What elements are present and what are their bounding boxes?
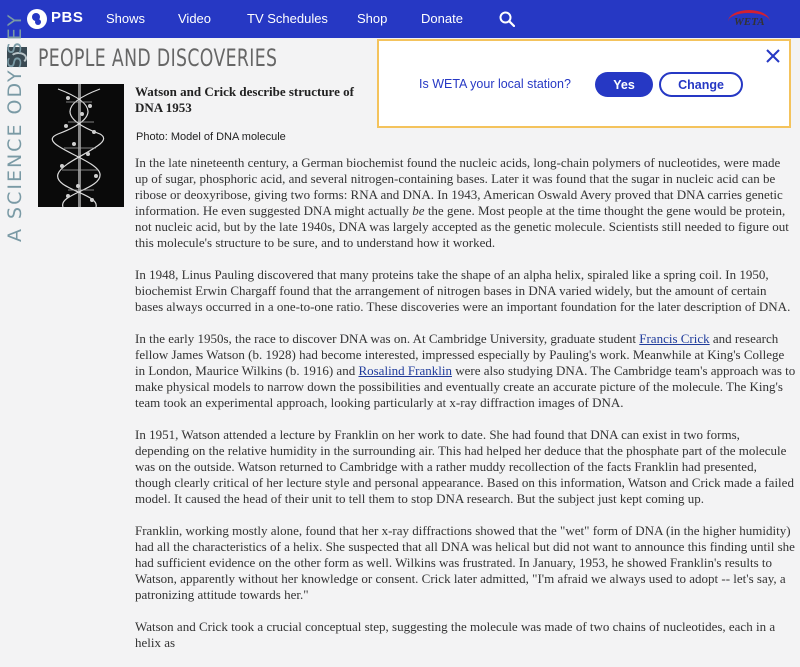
paragraph-3-text-b: and research fellow James Watson (b. 1928) had become interested, impressed especially by Pauling's work. Meanwhile at King's College in London, Maurice Wilkins (b. 1916) and (135, 331, 785, 378)
paragraph-1-text-b: the gene. Most people at the time thought the gene would be protein, not nucleic acid, but by the late 1940s, DNA was largely accepted as the genetic molecule. Scientists still needed to figure out this molecule's structure to be sure, and to understand how it worked. (135, 203, 789, 250)
paragraph-3-text-c: were also studying DNA. The Cambridge team's approach was to make physical models to narrow down the possibilities and eventually create an accurate picture of the molecule. The King's team took an experimental approach, looking particularly at x-ray diffraction images of DNA. (135, 363, 796, 410)
paragraph-1-text-a: In the late nineteenth century, a German biochemist found the nucleic acids, long-chain polymers of nucleotides, were made up of sugar, phosphoric acid, and several nitrogen-containing bases. Later it was found that the sugar in nucleic acid can be ribose or deoxyribose, giving two forms: RNA and DNA. In 1943, American Oswald Avery proved that DNA carries genetic information. He even suggested DNA might actually (135, 155, 783, 218)
paragraph-5: Franklin, working mostly alone, found that her x-ray diffractions showed that the "wet" form of DNA (in the higher humidity) had all the characteristics of a helix. She suspected that all DNA was helical but did not want to announce this finding until she had sufficient evidence on the other form as well. Wilkins was frustrated. In January, 1953, he showed Franklin's results to Watson, apparently without her knowledge or consent. Crick later admitted, "I'm afraid we always used to adopt -- let's say, a patronizing attitude towards her." (135, 523, 795, 602)
nav-donate[interactable]: Donate (421, 11, 463, 26)
local-station-popup (377, 39, 791, 128)
local-station-question: Is WETA your local station? (419, 77, 571, 91)
paragraph-6: Watson and Crick took a crucial conceptual step, suggesting the molecule was made of two chains of nucleotides, each in a helix as (135, 619, 776, 650)
yes-button[interactable]: Yes (595, 72, 653, 97)
weta-logo-text: WETA (734, 16, 765, 28)
close-icon[interactable] (765, 48, 781, 64)
pbs-brand[interactable]: PBS (51, 9, 84, 26)
nav-tv-schedules[interactable]: TV Schedules (247, 11, 328, 26)
paragraph-3-text-a: In the early 1950s, the race to discover DNA was on. At Cambridge University, graduate student (135, 331, 640, 346)
pbs-logo-icon[interactable] (27, 9, 47, 29)
search-icon[interactable] (499, 11, 515, 27)
paragraph-1-emphasis: be (412, 203, 425, 218)
paragraph-4: In 1951, Watson attended a lecture by Franklin on her work to date. She had found that DNA can exist in two forms, depending on the relative humidity in the surrounding air. This had helped her deduce that the phosphate part of the molecule was on the outside. Watson returned to Cambridge with a rather muddy recollection of the facts Franklin had presented, though clearly critical of her lecture style and personal appearance. Based on this information, Watson and Crick made a failed model. It caused the head of their unit to tell them to stop DNA research. But the subject just kept coming up. (135, 427, 794, 506)
nav-shop[interactable]: Shop (357, 11, 388, 26)
series-vertical-title: A SCIENCE ODYSSEY (4, 12, 26, 242)
article-headline: Watson and Crick describe structure of DNA 1953 (135, 84, 354, 115)
paragraph-1 (135, 155, 796, 251)
paragraph-3 (135, 331, 796, 411)
paragraph-2: In 1948, Linus Pauling discovered that many proteins take the shape of an alpha helix, spiraled like a spring coil. In 1950, biochemist Erwin Chargaff found that the arrangement of nitrogen bases in DNA varied widely, but the amount of certain bases always occurred in a one-to-one ratio. These discoveries were an important foundation for the later description of DNA. (135, 267, 791, 314)
nav-shows[interactable]: Shows (106, 11, 146, 26)
article-body (135, 155, 796, 667)
rosalind-franklin-link[interactable]: Rosalind Franklin (358, 363, 452, 378)
pbs-header (0, 0, 800, 38)
nav-video[interactable]: Video (178, 11, 212, 26)
weta-logo[interactable] (728, 8, 774, 36)
change-button[interactable]: Change (659, 72, 743, 97)
francis-crick-link[interactable]: Francis Crick (639, 331, 710, 346)
photo-caption: Photo: Model of DNA molecule (136, 131, 286, 143)
dna-model-photo (38, 84, 124, 207)
section-title: PEOPLE AND DISCOVERIES (38, 44, 278, 72)
